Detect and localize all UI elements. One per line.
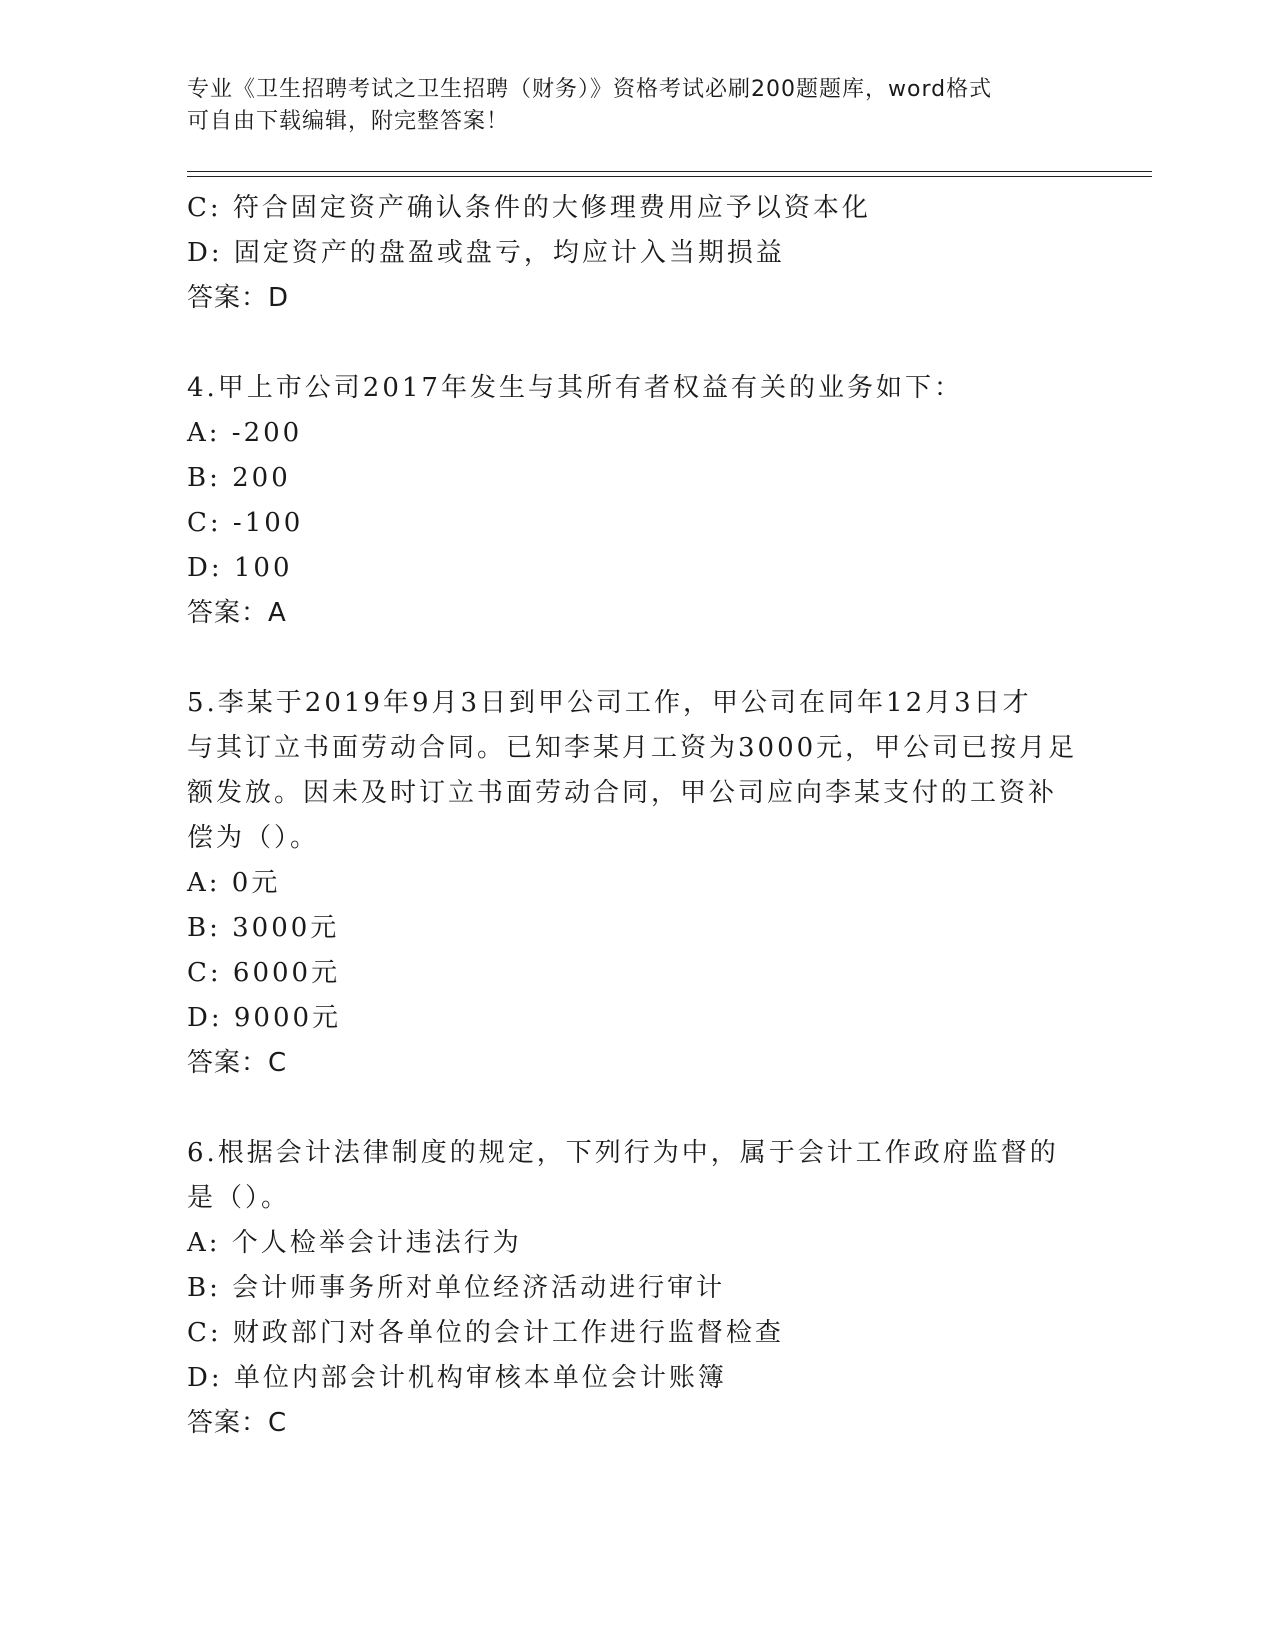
question-5-answer: 答案：C [187, 1048, 288, 1078]
question-5-stem-line-3: 额发放。因未及时订立书面劳动合同，甲公司应向李某支付的工资补 [187, 778, 1058, 808]
question-4-option-c: C: -100 [187, 508, 304, 538]
question-4-stem: 4.甲上市公司2017年发生与其所有者权益有关的业务如下： [187, 373, 963, 403]
question-5-stem-line-1: 5.李某于2019年9月3日到甲公司工作，甲公司在同年12月3日才 [187, 688, 1032, 718]
spacer [187, 1086, 1087, 1131]
question-4 [187, 366, 1087, 636]
question-list [187, 186, 1087, 1446]
question-3-answer: 答案：D [187, 283, 290, 313]
header-title-line-1: 专业《卫生招聘考试之卫生招聘（财务）》资格考试必刷200题题库，word格式 [187, 77, 993, 102]
question-5 [187, 681, 1087, 1086]
question-5-option-b: B: 3000元 [187, 913, 340, 943]
question-3-option-d: D: 固定资产的盘盈或盘亏，均应计入当期损益 [187, 238, 785, 268]
question-6-answer: 答案：C [187, 1408, 288, 1438]
question-3 [187, 186, 1087, 321]
question-4-option-b: B: 200 [187, 463, 291, 493]
question-4-option-a: A: -200 [187, 418, 303, 448]
question-5-stem-line-4: 偿为（）。 [187, 823, 320, 853]
question-3-option-c: C: 符合固定资产确认条件的大修理费用应予以资本化 [187, 193, 871, 223]
question-4-option-d: D: 100 [187, 553, 293, 583]
question-6 [187, 1131, 1087, 1446]
header-divider-top [187, 171, 1152, 172]
document-header [187, 74, 1067, 138]
question-6-option-c: C: 财政部门对各单位的会计工作进行监督检查 [187, 1318, 784, 1348]
question-6-option-b: B: 会计师事务所对单位经济活动进行审计 [187, 1273, 726, 1303]
spacer [187, 636, 1087, 681]
question-6-stem-line-1: 6.根据会计法律制度的规定，下列行为中，属于会计工作政府监督的 [187, 1138, 1059, 1168]
question-5-option-c: C: 6000元 [187, 958, 341, 988]
question-5-option-a: A: 0元 [187, 868, 281, 898]
question-6-stem-line-2: 是（）。 [187, 1183, 291, 1213]
spacer [187, 321, 1087, 366]
question-6-option-a: A: 个人检举会计违法行为 [187, 1228, 522, 1258]
question-4-answer: 答案：A [187, 598, 287, 628]
header-divider-bottom [187, 176, 1152, 177]
question-5-option-d: D: 9000元 [187, 1003, 342, 1033]
header-title-line-2: 可自由下载编辑，附完整答案！ [187, 109, 510, 134]
question-5-stem-line-2: 与其订立书面劳动合同。已知李某月工资为3000元，甲公司已按月足 [187, 733, 1078, 763]
question-6-option-d: D: 单位内部会计机构审核本单位会计账簿 [187, 1363, 727, 1393]
